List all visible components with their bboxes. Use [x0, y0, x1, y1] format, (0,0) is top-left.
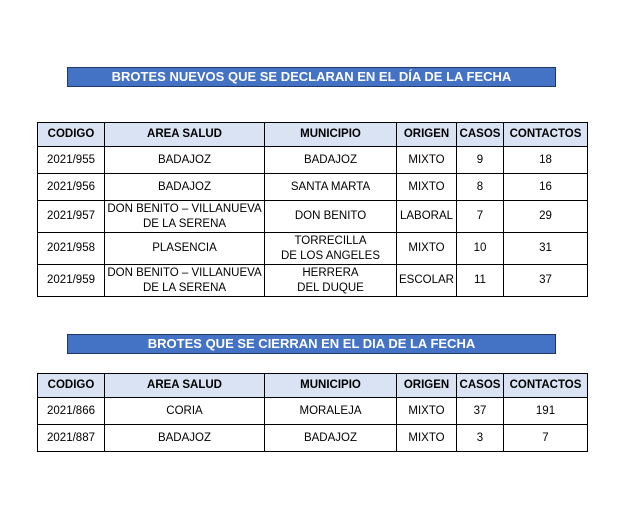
table-row [38, 201, 588, 233]
area-salud-cell [105, 174, 265, 201]
municipio-cell [265, 174, 397, 201]
contactos-cell: 37 [504, 265, 588, 297]
municipio-cell-line: BADAJOZ [303, 431, 358, 444]
municipio-cell-line: DON BENITO [294, 210, 367, 222]
contactos-header: CONTACTOS [504, 123, 588, 147]
municipio-cell-line: DEL DUQUE [297, 281, 364, 294]
area-salud-cell-line: PLASENCIA [152, 242, 217, 254]
table-row [38, 233, 588, 265]
table-row [38, 425, 588, 452]
area-salud-header: AREA SALUD [105, 374, 265, 398]
area-salud-cell [105, 265, 265, 297]
origen-cell: MIXTO [397, 147, 457, 174]
closed-outbreaks-table [37, 373, 588, 452]
municipio-cell-line: SANTA MARTA [290, 180, 371, 193]
area-salud-cell [105, 398, 265, 425]
codigo-cell: 2021/957 [38, 201, 105, 233]
table-header-row [38, 374, 588, 398]
codigo-header: CODIGO [38, 123, 105, 147]
casos-cell: 8 [457, 174, 504, 201]
contactos-cell: 29 [504, 201, 588, 233]
casos-cell: 3 [457, 425, 504, 452]
contactos-cell: 7 [504, 425, 588, 452]
municipio-cell-line: MORALEJA [299, 404, 362, 417]
area-salud-cell-line: BADAJOZ [157, 153, 212, 166]
codigo-header: CODIGO [38, 374, 105, 398]
contactos-header: CONTACTOS [504, 374, 588, 398]
casos-cell: 37 [457, 398, 504, 425]
codigo-cell: 2021/956 [38, 174, 105, 201]
contactos-cell: 18 [504, 147, 588, 174]
area-salud-cell-line: DE LA SERENA [142, 217, 227, 230]
casos-cell: 9 [457, 147, 504, 174]
municipio-cell [265, 425, 397, 452]
codigo-cell: 2021/866 [38, 398, 105, 425]
municipio-header: MUNICIPIO [265, 374, 397, 398]
casos-header: CASOS [457, 374, 504, 398]
contactos-cell: 31 [504, 233, 588, 265]
area-salud-cell [105, 233, 265, 265]
origen-cell: MIXTO [397, 174, 457, 201]
origen-cell: ESCOLAR [397, 265, 457, 297]
municipio-cell [265, 233, 397, 265]
area-salud-cell-line: CORIA [166, 404, 203, 417]
table-row [38, 265, 588, 297]
municipio-cell-line: DE LOS ANGELES [280, 249, 381, 262]
casos-header: CASOS [457, 123, 504, 147]
codigo-cell: 2021/959 [38, 265, 105, 297]
casos-cell: 7 [457, 201, 504, 233]
codigo-cell: 2021/887 [38, 425, 105, 452]
municipio-cell-line: TORRECILLA [294, 234, 367, 247]
municipio-cell [265, 265, 397, 297]
area-salud-header: AREA SALUD [105, 123, 265, 147]
municipio-cell [265, 147, 397, 174]
area-salud-cell-line: BADAJOZ [157, 180, 212, 193]
contactos-cell: 191 [504, 398, 588, 425]
area-salud-cell [105, 425, 265, 452]
municipio-cell-line: HERRERA [302, 266, 359, 279]
origen-cell: MIXTO [397, 425, 457, 452]
municipio-cell-line: BADAJOZ [303, 153, 358, 166]
table-row [38, 398, 588, 425]
origen-header: ORIGEN [397, 374, 457, 398]
area-salud-cell-line: DON BENITO – VILLANUEVA [107, 266, 262, 279]
table-header-row [38, 123, 588, 147]
table-row [38, 174, 588, 201]
area-salud-cell [105, 147, 265, 174]
municipio-cell [265, 398, 397, 425]
area-salud-cell-line: DE LA SERENA [142, 281, 227, 294]
casos-cell: 11 [457, 265, 504, 297]
municipio-header: MUNICIPIO [265, 123, 397, 147]
new-outbreaks-title: BROTES NUEVOS QUE SE DECLARAN EN EL DÍA DE LA FECHA [67, 67, 556, 87]
origen-cell: MIXTO [397, 398, 457, 425]
area-salud-cell-line: BADAJOZ [157, 431, 212, 444]
contactos-cell: 16 [504, 174, 588, 201]
area-salud-cell [105, 201, 265, 233]
new-outbreaks-table [37, 122, 588, 297]
origen-cell: LABORAL [397, 201, 457, 233]
casos-cell: 10 [457, 233, 504, 265]
area-salud-cell-line: DON BENITO – VILLANUEVA [107, 202, 262, 215]
origen-header: ORIGEN [397, 123, 457, 147]
table-row [38, 147, 588, 174]
codigo-cell: 2021/955 [38, 147, 105, 174]
origen-cell: MIXTO [397, 233, 457, 265]
municipio-cell [265, 201, 397, 233]
closed-outbreaks-title: BROTES QUE SE CIERRAN EN EL DIA DE LA FECHA [67, 334, 556, 354]
codigo-cell: 2021/958 [38, 233, 105, 265]
